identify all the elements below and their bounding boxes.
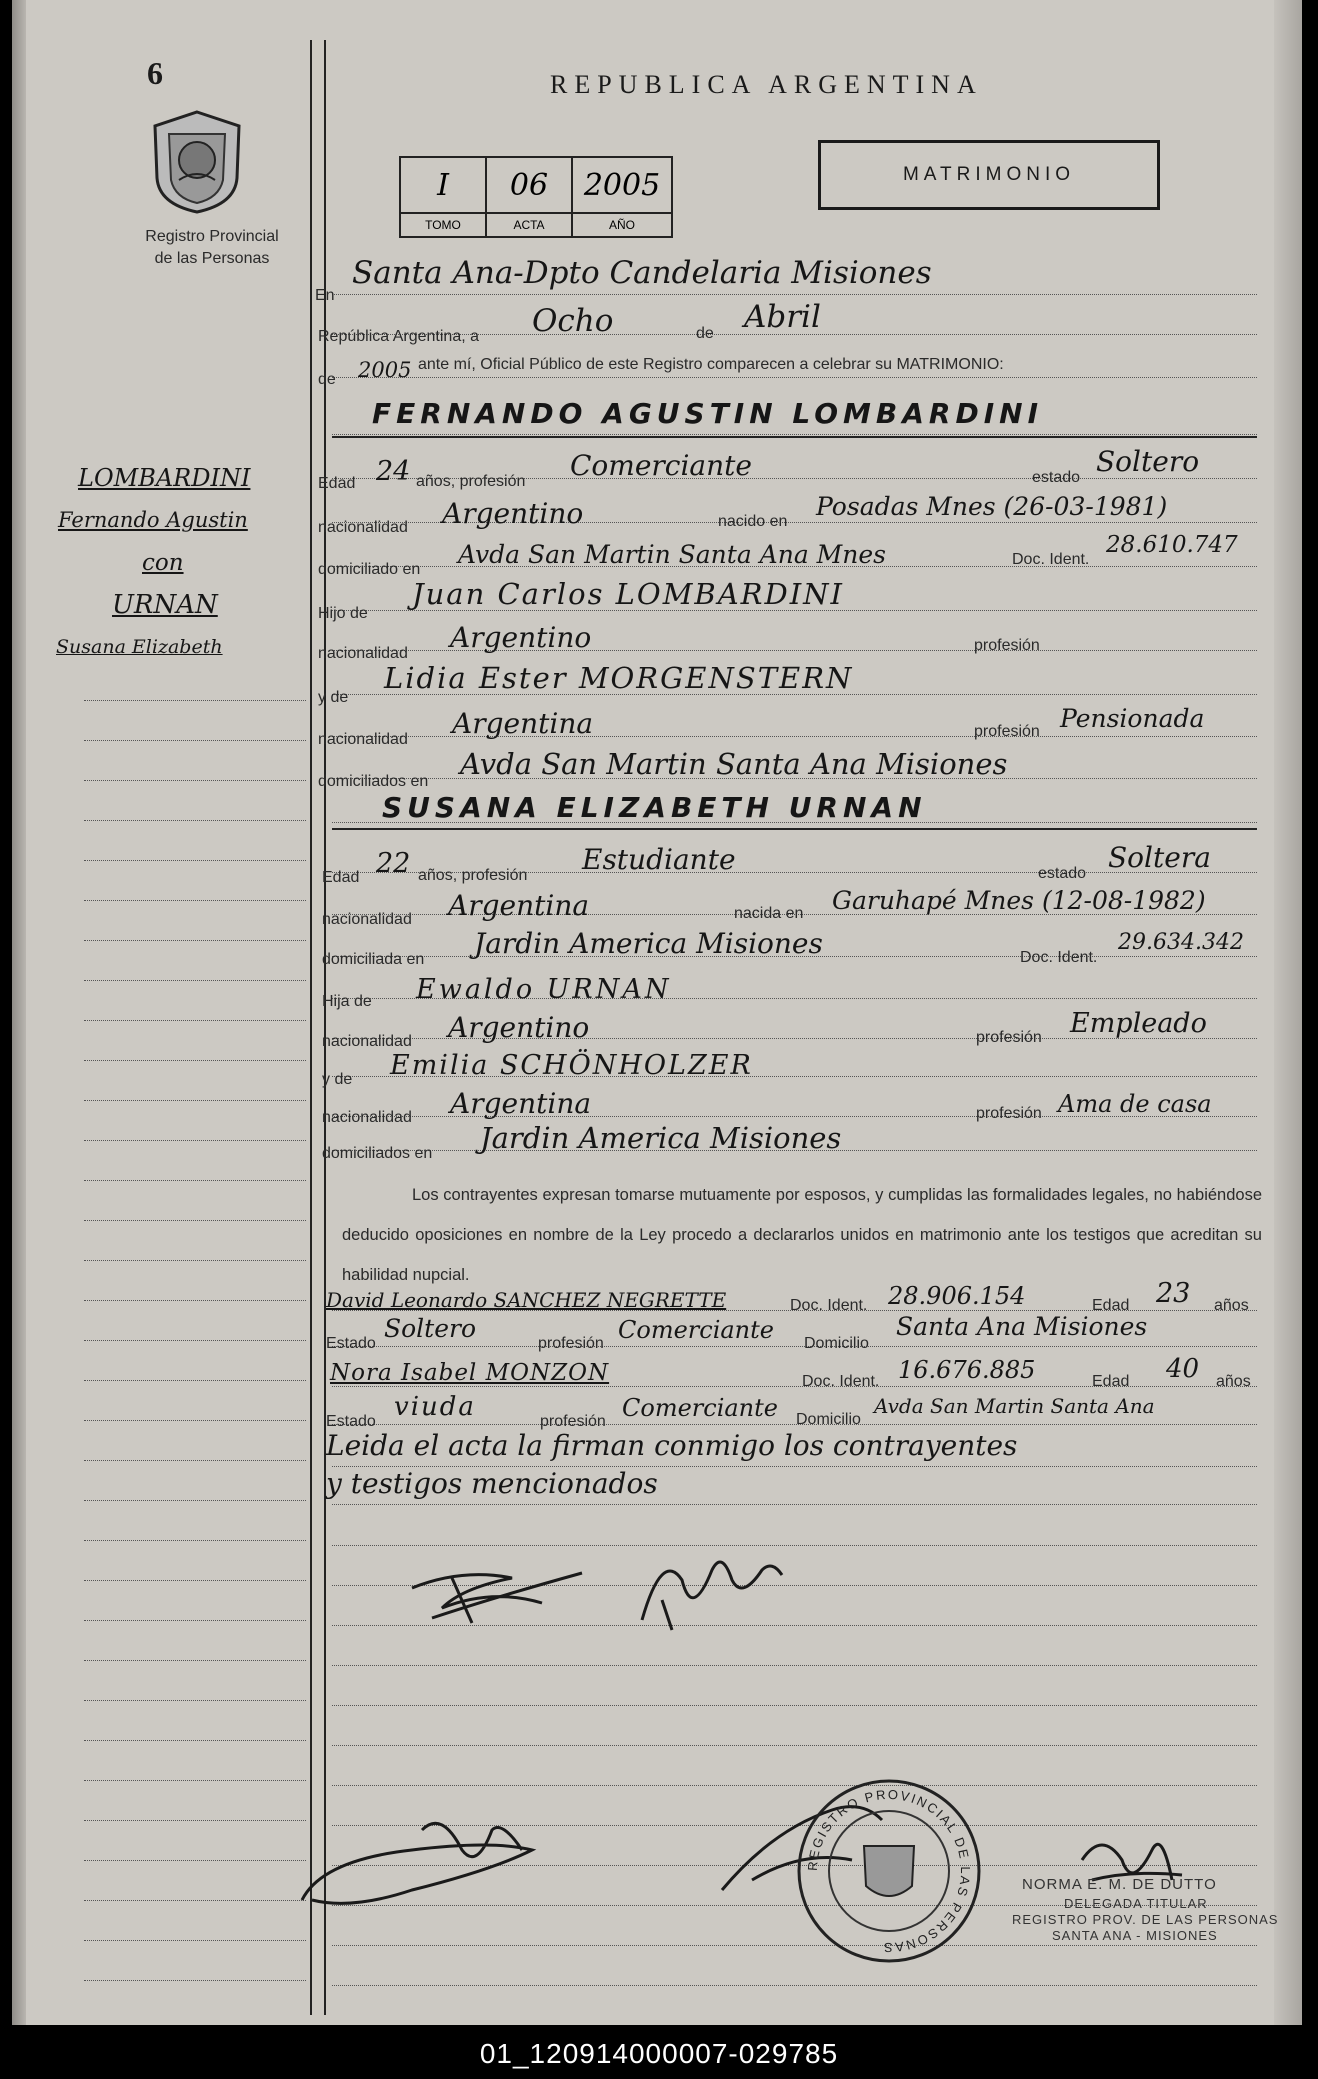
bride-father-nationality: Argentino	[448, 1011, 590, 1044]
groom-father: Juan Carlos LOMBARDINI	[412, 577, 845, 611]
label-domiciliado: domiciliado en	[318, 561, 421, 578]
label-nacido-en: nacido en	[718, 513, 788, 530]
ruled-line	[332, 434, 1257, 435]
document-page	[12, 0, 1302, 2025]
witness2-address: Avda San Martin Santa Ana	[874, 1394, 1155, 1418]
label-doc-ident: Doc. Ident.	[1020, 949, 1098, 966]
label-doc-ident: Doc. Ident.	[802, 1373, 880, 1390]
groom-mother: Lidia Ester MORGENSTERN	[384, 661, 854, 695]
groom-age: 24	[376, 456, 411, 487]
ruled-line	[84, 1780, 306, 1781]
bride-address: Jardin America Misiones	[474, 927, 823, 960]
official-title: DELEGADA TITULAR	[1064, 1896, 1208, 1911]
label-nacionalidad: nacionalidad	[322, 1109, 412, 1126]
margin-surname-bride: URNAN	[112, 590, 218, 620]
bride-parents-address: Jardin America Misiones	[480, 1121, 842, 1155]
official-name: NORMA E. M. DE DUTTO	[1022, 1876, 1217, 1893]
groom-doc: 28.610.747	[1106, 532, 1238, 558]
ruled-line	[84, 1700, 306, 1701]
closing-line-2: y testigos mencionados	[326, 1467, 658, 1500]
label-doc-ident: Doc. Ident.	[1012, 551, 1090, 568]
bride-age: 22	[376, 848, 411, 879]
ruled-line	[84, 1260, 306, 1261]
label-estado: estado	[1032, 469, 1081, 486]
label-anos-profesion: años, profesión	[418, 867, 528, 884]
label-edad: Edad	[322, 869, 360, 886]
witness2-age: 40	[1166, 1354, 1200, 1384]
label-profesion: profesión	[976, 1029, 1042, 1046]
page-title: REPUBLICA ARGENTINA	[550, 70, 983, 99]
bride-mother-nationality: Argentina	[450, 1087, 592, 1120]
ruled-line	[84, 1740, 306, 1741]
ruled-line	[332, 1346, 1257, 1347]
witness1-doc: 28.906.154	[888, 1282, 1026, 1310]
label-edad: Edad	[1092, 1297, 1130, 1314]
ruled-line	[84, 780, 306, 781]
tomo-label: TOMO	[400, 213, 486, 237]
label-estado: estado	[1038, 865, 1087, 882]
label-profesion: profesión	[974, 723, 1040, 740]
date-day: Ocho	[532, 303, 614, 339]
ruled-line	[84, 1180, 306, 1181]
label-domiciliados: domiciliados en	[322, 1145, 433, 1162]
ruled-line	[84, 1540, 306, 1541]
witness1-status: Soltero	[384, 1314, 477, 1343]
witness2-profession: Comerciante	[622, 1394, 778, 1422]
ruled-line	[84, 1220, 306, 1221]
ruled-line	[84, 900, 306, 901]
ruled-line	[332, 1665, 1257, 1666]
margin-name-bride: Susana Elizabeth	[56, 636, 223, 658]
registry-label	[112, 226, 312, 270]
ruled-line	[84, 1500, 306, 1501]
page-edge	[1274, 0, 1302, 2025]
label-profesion: profesión	[538, 1335, 604, 1352]
registry-line: de las Personas	[154, 250, 270, 267]
groom-name: FERNANDO AGUSTIN LOMBARDINI	[372, 397, 1043, 430]
legal-clause: Los contrayentes expresan tomarse mutuamente por esposos, y cumplidas las formalidades legales, no habiéndose deducido oposiciones en nombre de la Ley procedo a declararlos unidos en matrimonio ante los testigos que acreditan su habilidad nupcial.	[342, 1186, 1262, 1284]
official-town: SANTA ANA - MISIONES	[1052, 1928, 1218, 1943]
coat-of-arms-icon	[147, 108, 247, 216]
ruled-line	[332, 1985, 1257, 1986]
label-nacionalidad: nacionalidad	[318, 731, 408, 748]
label-estado: Estado	[326, 1335, 376, 1352]
label-profesion: profesión	[976, 1105, 1042, 1122]
label-anos-profesion: años, profesión	[416, 473, 526, 490]
ruled-line	[84, 1420, 306, 1421]
bride-doc: 29.634.342	[1118, 930, 1244, 955]
label-profesion: profesión	[540, 1413, 606, 1430]
ruled-line	[332, 1424, 1257, 1425]
label-estado: Estado	[326, 1413, 376, 1430]
ruled-line	[84, 980, 306, 981]
witness2-status: viuda	[394, 1392, 476, 1422]
ruled-line	[84, 1900, 306, 1901]
label-de: de	[696, 325, 714, 342]
label-nacionalidad: nacionalidad	[322, 1033, 412, 1050]
ruled-line	[84, 1100, 306, 1101]
bride-birth: Garuhapé Mnes (12-08-1982)	[832, 886, 1206, 915]
signature-bride-icon	[622, 1540, 812, 1640]
ruled-line	[84, 1860, 306, 1861]
acta-value: 06	[486, 157, 572, 213]
groom-parents-address: Avda San Martin Santa Ana Misiones	[460, 747, 1008, 781]
margin-surname-groom: LOMBARDINI	[78, 464, 251, 492]
act-type-box: MATRIMONIO	[818, 140, 1160, 210]
bride-status: Soltera	[1108, 841, 1211, 874]
ruled-line	[332, 1745, 1257, 1746]
label-doc-ident: Doc. Ident.	[790, 1297, 868, 1314]
label-anos: años	[1214, 1297, 1249, 1314]
label-de-year: de	[318, 371, 336, 388]
witness1-address: Santa Ana Misiones	[896, 1312, 1148, 1341]
ruled-line	[84, 1940, 306, 1941]
ruled-line	[84, 1020, 306, 1021]
ruled-line	[84, 1300, 306, 1301]
acta-label: ACTA	[486, 213, 572, 237]
official-seal-icon	[794, 1776, 984, 1966]
groom-mother-nationality: Argentina	[452, 707, 594, 740]
ruled-line	[84, 700, 306, 701]
witness1-profession: Comerciante	[618, 1316, 774, 1344]
bride-mother: Emilia SCHÖNHOLZER	[390, 1050, 753, 1081]
bride-father: Ewaldo URNAN	[416, 974, 672, 1005]
witness2-doc: 16.676.885	[898, 1356, 1036, 1384]
label-edad: Edad	[1092, 1373, 1130, 1390]
label-domicilio: Domicilio	[796, 1411, 861, 1428]
margin-name-groom: Fernando Agustin	[58, 508, 248, 532]
groom-birth: Posadas Mnes (26-03-1981)	[816, 492, 1168, 521]
label-en: En	[315, 287, 335, 304]
ruled-line	[84, 1580, 306, 1581]
ruled-line	[84, 740, 306, 741]
year-label: AÑO	[572, 213, 672, 237]
page-binding	[12, 0, 26, 2025]
label-domiciliada: domiciliada en	[322, 951, 425, 968]
groom-status: Soltero	[1096, 445, 1200, 478]
ruled-line	[332, 1705, 1257, 1706]
date-month: Abril	[744, 299, 821, 335]
registry-line: Registro Provincial	[145, 228, 279, 245]
ruled-line	[84, 1460, 306, 1461]
bride-nationality: Argentina	[448, 889, 590, 922]
label-hija-de: Hija de	[322, 993, 372, 1010]
bride-mother-profession: Ama de casa	[1058, 1090, 1212, 1118]
label-hijo-de: Hijo de	[318, 605, 368, 622]
name-rule	[332, 828, 1257, 830]
label-republica: República Argentina, a	[318, 328, 479, 345]
groom-address: Avda San Martin Santa Ana Mnes	[458, 540, 887, 569]
tomo-value: I	[400, 157, 486, 213]
seal-text: REGISTRO PROVINCIAL DE LAS PERSONAS	[804, 1786, 974, 1956]
ruled-line	[84, 1340, 306, 1341]
place-value: Santa Ana-Dpto Candelaria Misiones	[352, 255, 932, 291]
label-profesion: profesión	[974, 637, 1040, 654]
ruled-line	[332, 294, 1257, 295]
ruled-line	[84, 1820, 306, 1821]
witness2-name: Nora Isabel MONZON	[330, 1360, 610, 1386]
closing-line-1: Leida el acta la firman conmigo los contrayentes	[326, 1429, 1018, 1462]
reference-table	[399, 156, 673, 238]
date-year: 2005	[358, 358, 412, 382]
witness1-age: 23	[1156, 1278, 1191, 1309]
bride-profession: Estudiante	[582, 843, 736, 876]
ruled-line	[84, 1620, 306, 1621]
label-edad: Edad	[318, 475, 356, 492]
label-nacionalidad: nacionalidad	[322, 911, 412, 928]
name-rule	[332, 436, 1257, 438]
ruled-line	[84, 940, 306, 941]
ruled-line	[84, 1380, 306, 1381]
groom-profession: Comerciante	[570, 449, 752, 482]
label-domiciliados: domiciliados en	[318, 773, 429, 790]
signature-witness-icon	[292, 1790, 592, 1920]
label-anos: años	[1216, 1373, 1251, 1390]
page-number: 6	[147, 55, 163, 91]
ruled-line	[84, 1140, 306, 1141]
footer-code: 01_120914000007-029785	[479, 2038, 839, 2069]
label-comparecen: ante mí, Oficial Público de este Registro comparecen a celebrar su MATRIMONIO:	[418, 356, 1004, 373]
ruled-line	[84, 860, 306, 861]
groom-mother-profession: Pensionada	[1060, 704, 1205, 733]
label-y-de: y de	[318, 689, 349, 706]
witness1-name: David Leonardo SANCHEZ NEGRETTE	[326, 1288, 727, 1312]
official-office: REGISTRO PROV. DE LAS PERSONAS	[1012, 1912, 1279, 1927]
label-nacionalidad: nacionalidad	[318, 519, 408, 536]
groom-nationality: Argentino	[442, 497, 584, 530]
signature-groom-icon	[402, 1548, 592, 1638]
label-domicilio: Domicilio	[804, 1335, 869, 1352]
ruled-line	[84, 1660, 306, 1661]
margin-connector: con	[142, 550, 184, 576]
ruled-line	[84, 1980, 306, 1981]
ruled-line	[84, 1060, 306, 1061]
bride-father-profession: Empleado	[1070, 1008, 1207, 1039]
ruled-line	[84, 820, 306, 821]
ruled-line	[332, 377, 1257, 378]
groom-father-nationality: Argentino	[450, 621, 592, 654]
label-y-de: y de	[322, 1071, 353, 1088]
year-value: 2005	[572, 157, 672, 213]
ruled-line	[332, 1504, 1257, 1505]
bride-name: SUSANA ELIZABETH URNAN	[382, 791, 927, 824]
label-nacida-en: nacida en	[734, 905, 804, 922]
label-nacionalidad: nacionalidad	[318, 645, 408, 662]
margin-divider	[310, 40, 312, 2015]
